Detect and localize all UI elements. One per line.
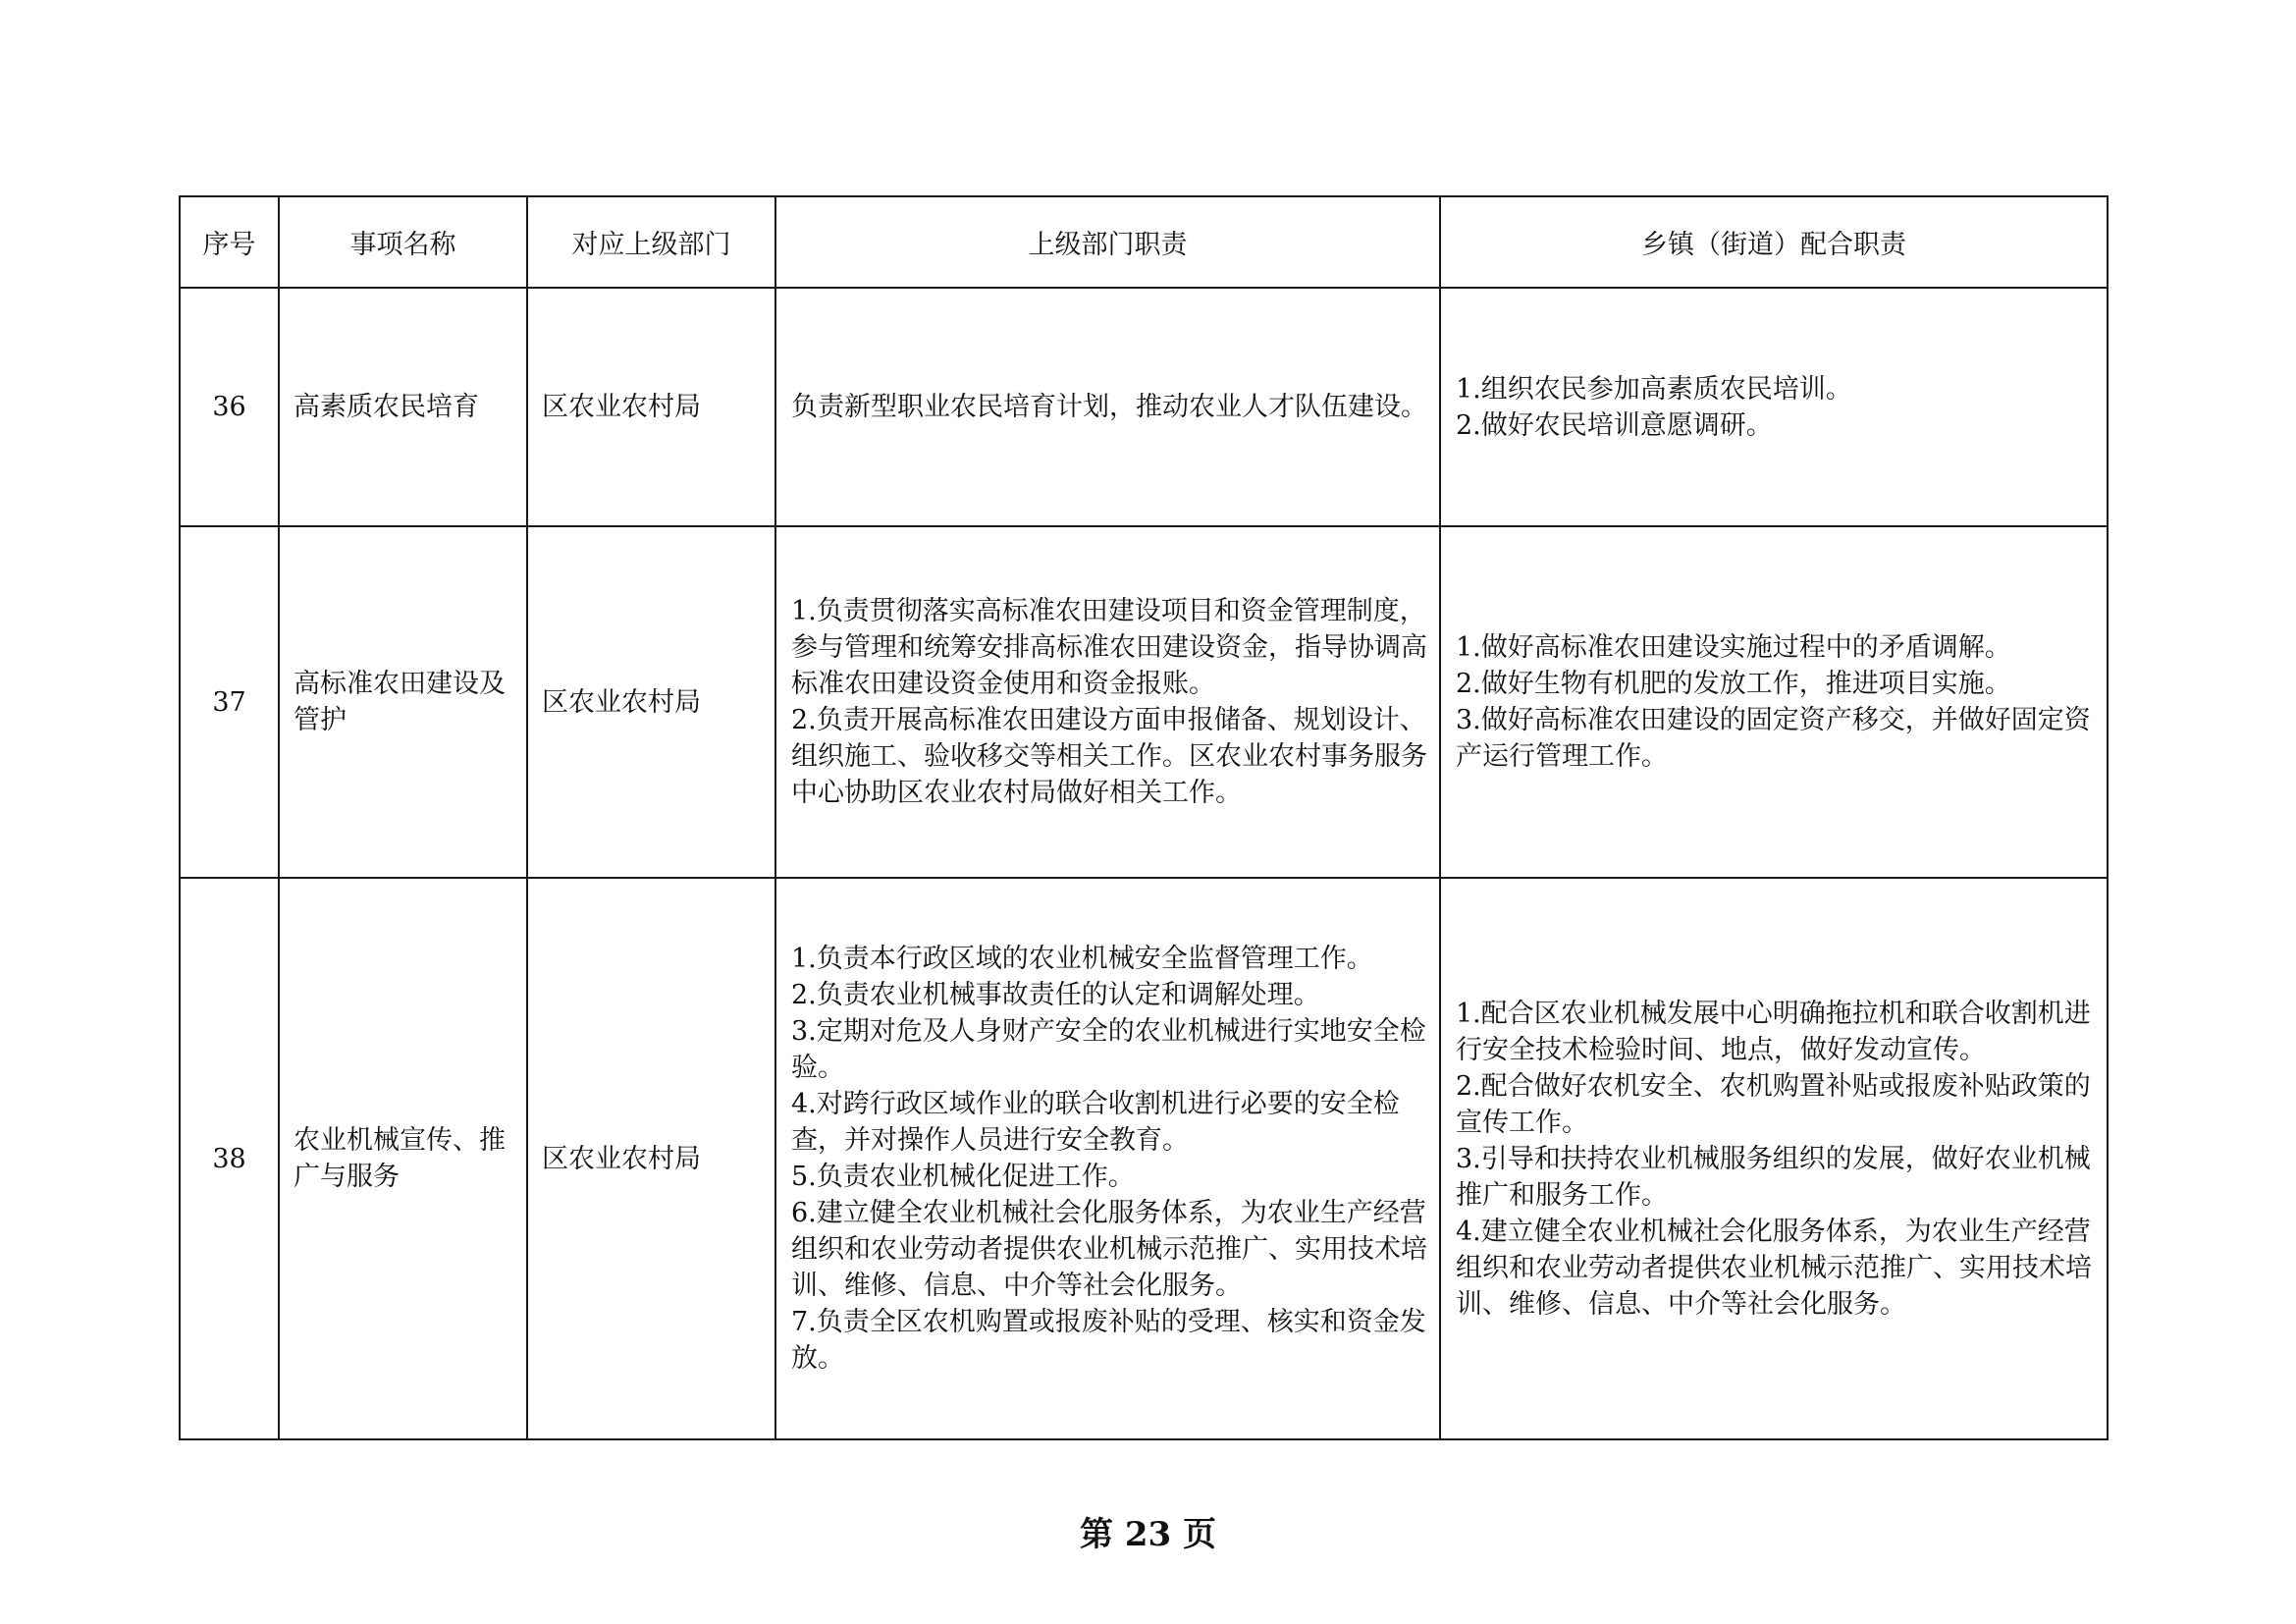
duty-line: 4.对跨行政区域作业的联合收割机进行必要的安全检查，并对操作人员进行安全教育。 <box>791 1089 1400 1156</box>
department: 区农业农村局 <box>527 288 775 526</box>
header-department: 对应上级部门 <box>527 196 775 288</box>
duty-line: 7.负责全区农机购置或报废补贴的受理、核实和资金发放。 <box>791 1307 1426 1374</box>
responsibility-table <box>179 195 2109 1440</box>
department: 区农业农村局 <box>527 878 775 1439</box>
table-row <box>180 526 2108 878</box>
header-no: 序号 <box>180 196 279 288</box>
table-header-row <box>180 196 2108 288</box>
duty-line: 2.负责农业机械事故责任的认定和调解处理。 <box>791 980 1320 1010</box>
item-name: 农业机械宣传、推广与服务 <box>279 878 527 1439</box>
coop-line: 2.做好农民培训意愿调研。 <box>1456 409 1773 441</box>
department-duty <box>775 288 1440 526</box>
department: 区农业农村局 <box>527 526 775 878</box>
duty-line: 5.负责农业机械化促进工作。 <box>791 1162 1135 1192</box>
table-row <box>180 288 2108 526</box>
page-number: 第 23 页 <box>1080 1515 1216 1554</box>
row-number: 37 <box>180 526 279 878</box>
table-row <box>180 878 2108 1439</box>
duty-line: 1.负责本行政区域的农业机械安全监督管理工作。 <box>791 944 1373 974</box>
header-township-duty: 乡镇（街道）配合职责 <box>1440 196 2108 288</box>
coop-line: 4.建立健全农业机械社会化服务体系，为农业生产经营组织和农业劳动者提供农业机械示范推广、实用技术培训、维修、信息、中介等社会化服务。 <box>1456 1216 2092 1320</box>
coop-line: 1.配合区农业机械发展中心明确拖拉机和联合收割机进行安全技术检验时间、地点，做好发动宣传。 <box>1456 998 2091 1065</box>
coop-line: 1.组织农民参加高素质农民培训。 <box>1456 373 1852 405</box>
duty-line: 2.负责开展高标准农田建设方面申报储备、规划设计、组织施工、验收移交等相关工作。区农业农村事务服务中心协助区农业农村局做好相关工作。 <box>791 705 1427 808</box>
duty-line: 1.负责贯彻落实高标准农田建设项目和资金管理制度，参与管理和统筹安排高标准农田建设资金，指导协调高标准农田建设资金使用和资金报账。 <box>791 596 1427 699</box>
department-duty <box>775 526 1440 878</box>
duty-line: 6.建立健全农业机械社会化服务体系，为农业生产经营组织和农业劳动者提供农业机械示范推广、实用技术培训、维修、信息、中介等社会化服务。 <box>791 1198 1427 1301</box>
coop-line: 2.做好生物有机肥的发放工作，推进项目实施。 <box>1456 669 2011 699</box>
header-department-duty: 上级部门职责 <box>775 196 1440 288</box>
item-name: 高标准农田建设及管护 <box>279 526 527 878</box>
township-duty <box>1440 288 2108 526</box>
duty-line: 3.定期对危及人身财产安全的农业机械进行实地安全检验。 <box>791 1016 1426 1083</box>
coop-line: 3.引导和扶持农业机械服务组织的发展，做好农业机械推广和服务工作。 <box>1456 1143 2091 1211</box>
duty-line: 负责新型职业农民培育计划，推动农业人才队伍建设。 <box>791 392 1427 422</box>
coop-line: 2.配合做好农机安全、农机购置补贴或报废补贴政策的宣传工作。 <box>1456 1070 2091 1138</box>
coop-line: 1.做好高标准农田建设实施过程中的矛盾调解。 <box>1456 632 2011 663</box>
row-number: 38 <box>180 878 279 1439</box>
coop-line: 3.做好高标准农田建设的固定资产移交，并做好固定资产运行管理工作。 <box>1456 705 2091 772</box>
header-item-name: 事项名称 <box>279 196 527 288</box>
township-duty <box>1440 526 2108 878</box>
department-duty <box>775 878 1440 1439</box>
township-duty <box>1440 878 2108 1439</box>
item-name: 高素质农民培育 <box>279 288 527 526</box>
row-number: 36 <box>180 288 279 526</box>
